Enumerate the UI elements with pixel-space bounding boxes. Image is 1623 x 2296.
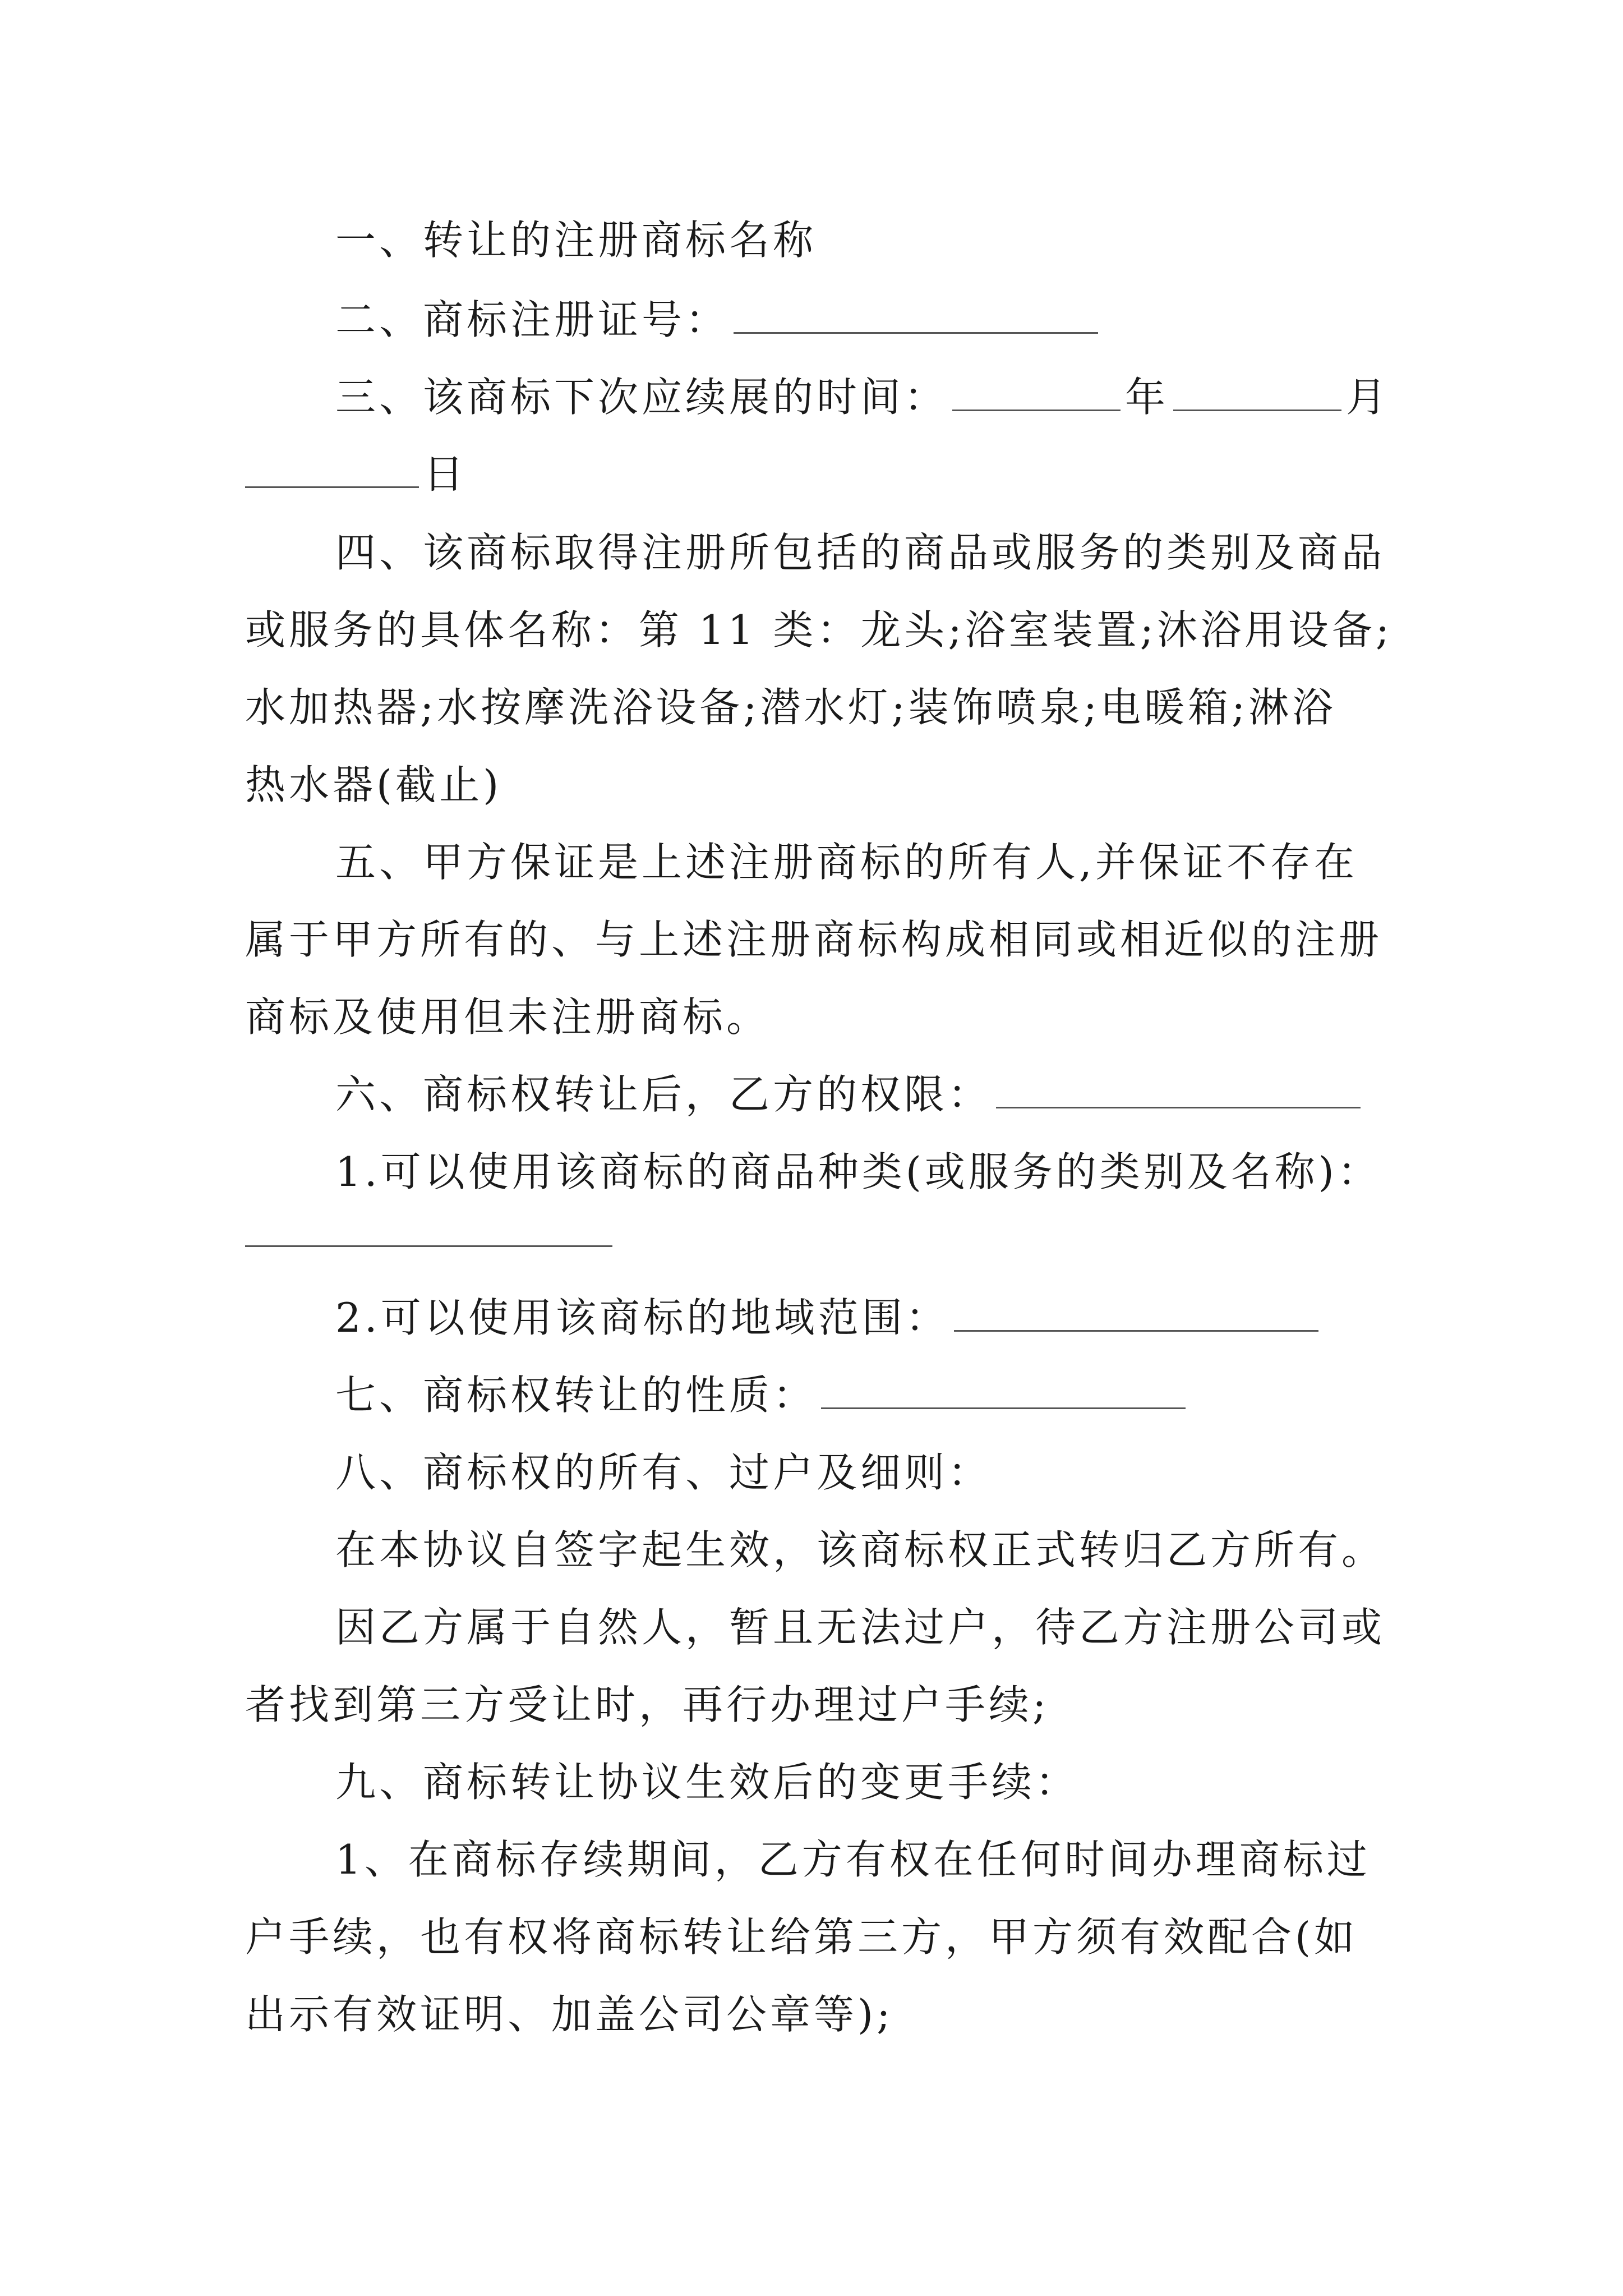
item-5-text-3: 商标及使用但未注册商标。	[245, 993, 771, 1041]
item-6-line	[0, 1069, 1623, 1120]
item-3-text: 三、该商标下次应续展的时间：	[335, 374, 948, 421]
item-8-para-1	[0, 1525, 1623, 1575]
year-label: 年	[1125, 374, 1169, 421]
item-3-line	[0, 372, 1623, 422]
item-4-line-1	[0, 527, 1623, 578]
item-8-para-1-text: 在本协议自签字起生效，该商标权正式转归乙方所有。	[335, 1526, 1386, 1573]
item-6-1-text: 1.可以使用该商标的商品种类(或服务的类别及名称)：	[335, 1148, 1381, 1195]
item-2-line	[0, 295, 1623, 345]
item-9-text: 九、商标转让协议生效后的变更手续：	[335, 1759, 1080, 1806]
item-7-text: 七、商标权转让的性质：	[335, 1372, 817, 1419]
renewal-day-blank[interactable]	[245, 452, 419, 488]
transfer-nature-blank[interactable]	[821, 1373, 1186, 1409]
item-1-text: 一、转让的注册商标名称	[335, 217, 817, 264]
item-7-line	[0, 1370, 1623, 1420]
item-4-text-3: 水加热器;水按摩洗浴设备;潜水灯;装饰喷泉;电暖箱;淋浴	[245, 684, 1336, 731]
item-5-text-1: 五、甲方保证是上述注册商标的所有人,并保证不存在	[335, 839, 1358, 886]
item-8-para-2-text-2: 者找到第三方受让时，再行办理过户手续;	[245, 1681, 1050, 1728]
item-6-1-line	[0, 1147, 1623, 1197]
renewal-month-blank[interactable]	[1173, 375, 1341, 411]
item-9-1-line-3	[0, 1989, 1623, 2040]
item-8-para-2-text-1: 因乙方属于自然人，暂且无法过户，待乙方注册公司或	[335, 1604, 1386, 1651]
item-8-para-2-line-2	[0, 1680, 1623, 1730]
item-8-text: 八、商标权的所有、过户及细则：	[335, 1449, 992, 1496]
renewal-year-blank[interactable]	[952, 375, 1121, 411]
item-4-text-2: 或服务的具体名称：第 11 类：龙头;浴室装置;沐浴用设备;	[245, 606, 1393, 654]
item-4-line-2	[0, 605, 1623, 655]
item-6-2-line	[0, 1292, 1623, 1343]
item-4-line-4	[0, 760, 1623, 810]
trademark-number-blank[interactable]	[734, 297, 1098, 334]
day-label: 日	[423, 450, 468, 498]
item-9-1-text-1: 1、在商标存续期间，乙方有权在任何时间办理商标过	[335, 1836, 1371, 1883]
item-9-1-text-3: 出示有效证明、加盖公司公章等);	[245, 1991, 894, 2038]
item-5-line-2	[0, 914, 1623, 965]
item-5-line-3	[0, 992, 1623, 1042]
item-5-line-1	[0, 837, 1623, 887]
item-9-line	[0, 1757, 1623, 1807]
item-4-text-1: 四、该商标取得注册所包括的商品或服务的类别及商品	[335, 529, 1386, 576]
goods-category-blank[interactable]	[245, 1245, 612, 1247]
territory-blank[interactable]	[954, 1295, 1318, 1332]
item-3-day-line	[0, 449, 1623, 499]
item-1-line	[0, 215, 1623, 265]
party-b-rights-blank[interactable]	[996, 1072, 1361, 1108]
item-8-line	[0, 1447, 1623, 1498]
item-9-1-line-1	[0, 1834, 1623, 1885]
item-6-2-text: 2.可以使用该商标的地域范围：	[335, 1294, 949, 1341]
item-8-para-2-line-1	[0, 1602, 1623, 1653]
item-9-1-text-2: 户手续，也有权将商标转让给第三方，甲方须有效配合(如	[245, 1913, 1358, 1961]
item-6-text: 六、商标权转让后，乙方的权限：	[335, 1071, 992, 1118]
month-label: 月	[1346, 374, 1390, 421]
item-2-text: 二、商标注册证号：	[335, 296, 730, 343]
item-9-1-line-2	[0, 1912, 1623, 1962]
item-4-text-4: 热水器(截止)	[245, 761, 502, 808]
item-4-line-3	[0, 682, 1623, 733]
item-5-text-2: 属于甲方所有的、与上述注册商标构成相同或相近似的注册	[245, 916, 1383, 963]
